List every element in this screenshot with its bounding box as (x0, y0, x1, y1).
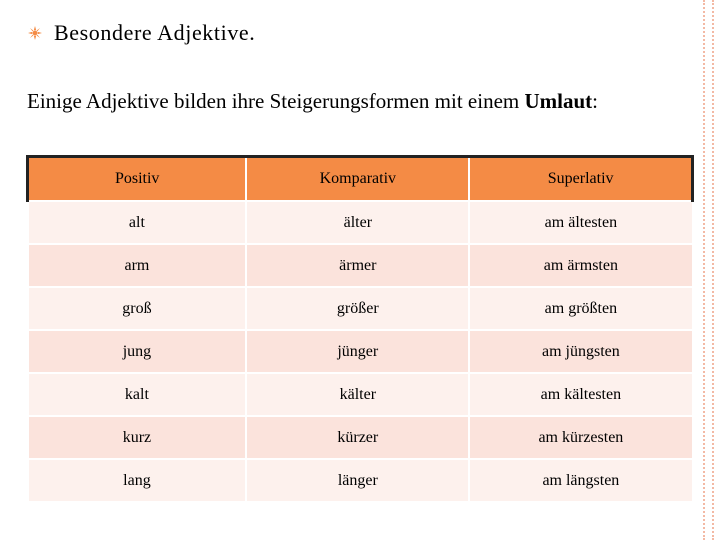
cell-komparativ: größer (246, 287, 469, 330)
decorative-border-outer (703, 0, 708, 540)
cell-superlativ: am jüngsten (469, 330, 692, 373)
section-heading: Besondere Adjektive. (54, 20, 256, 45)
intro-emphasis: Umlaut (524, 89, 593, 113)
intro-text-after: : (592, 89, 598, 113)
cell-komparativ: kürzer (246, 416, 469, 459)
cell-komparativ: ärmer (246, 244, 469, 287)
bullet-heading (27, 20, 255, 46)
table-row (28, 459, 693, 502)
intro-text-before: Einige Adjektive bilden ihre Steigerungsformen mit einem (27, 89, 525, 113)
cell-komparativ: kälter (246, 373, 469, 416)
cell-superlativ: am größten (469, 287, 692, 330)
header-positiv: Positiv (28, 157, 247, 202)
adjective-table (26, 155, 694, 503)
cell-positiv: alt (28, 201, 247, 244)
cell-komparativ: länger (246, 459, 469, 502)
cell-positiv: arm (28, 244, 247, 287)
cell-positiv: jung (28, 330, 247, 373)
cell-superlativ: am kältesten (469, 373, 692, 416)
header-komparativ: Komparativ (246, 157, 469, 202)
table-row (28, 201, 693, 244)
cell-komparativ: jünger (246, 330, 469, 373)
cell-superlativ: am ältesten (469, 201, 692, 244)
cell-superlativ: am längsten (469, 459, 692, 502)
intro-text (27, 89, 598, 114)
star-bullet-icon (27, 26, 42, 41)
cell-superlativ: am ärmsten (469, 244, 692, 287)
decorative-border-inner (712, 0, 717, 540)
table-row (28, 416, 693, 459)
cell-komparativ: älter (246, 201, 469, 244)
cell-positiv: lang (28, 459, 247, 502)
table-row (28, 244, 693, 287)
cell-positiv: kalt (28, 373, 247, 416)
cell-positiv: groß (28, 287, 247, 330)
table-row (28, 287, 693, 330)
table-row (28, 373, 693, 416)
cell-positiv: kurz (28, 416, 247, 459)
table-row (28, 330, 693, 373)
table-header-row (28, 157, 693, 202)
cell-superlativ: am kürzesten (469, 416, 692, 459)
header-superlativ: Superlativ (469, 157, 692, 202)
